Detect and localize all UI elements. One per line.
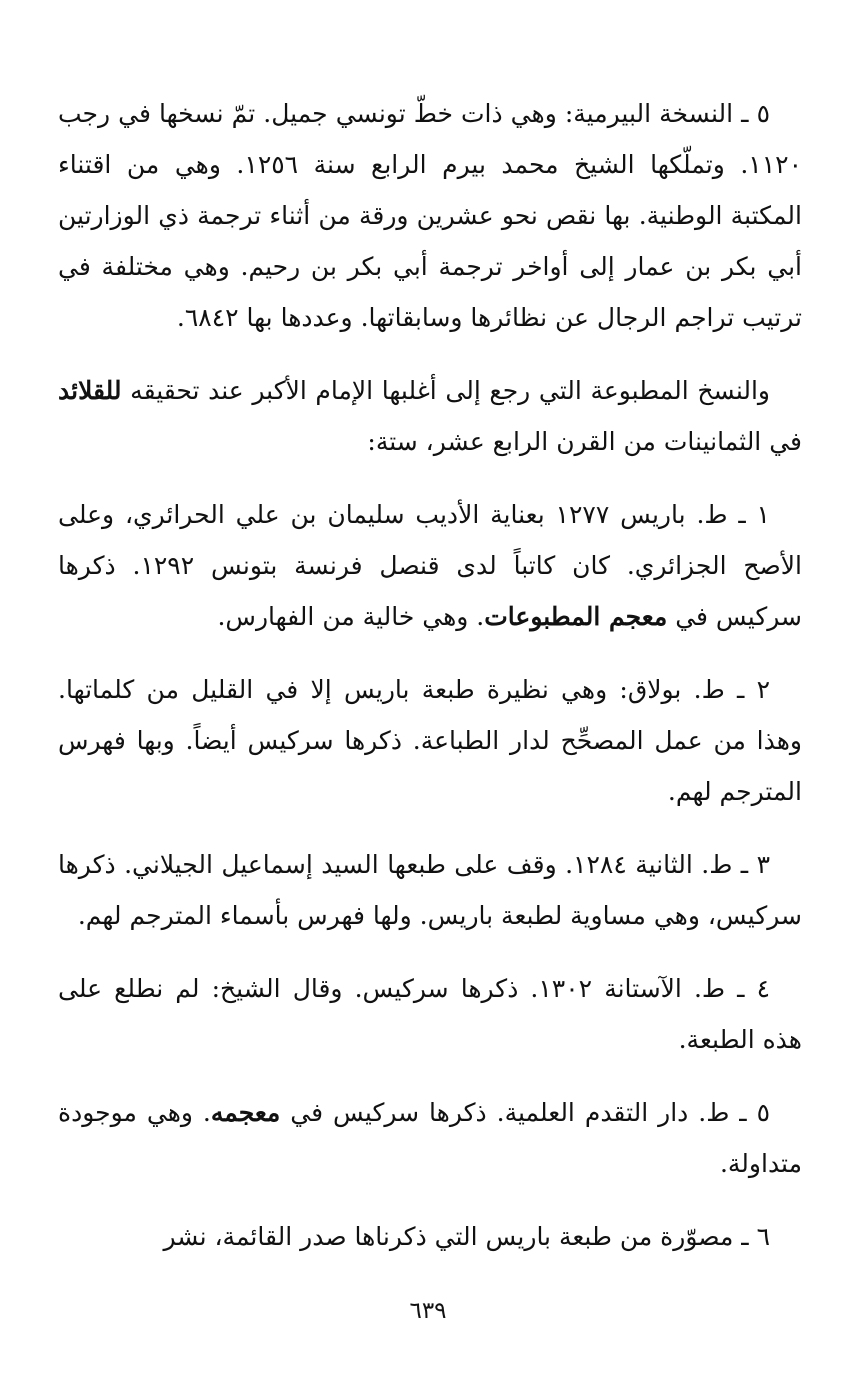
paragraph-edition-facsimile xyxy=(58,1211,802,1262)
paragraph-edition-astana xyxy=(58,963,802,1065)
paragraph-text: ٢ ـ ط. بولاق: وهي نظيرة طبعة باريس إلا في القليل من كلماتها. وهذا من عمل المصحِّح لدار الطباعة. ذكرها سركيس أيضاً. وبها فهرس المترجم لهم. xyxy=(58,675,802,806)
bold-book-title: للقلائد xyxy=(58,376,122,405)
bold-book-title: معجمه xyxy=(210,1098,281,1127)
paragraph-text: . وهي موجودة متداولة. xyxy=(58,1098,802,1178)
page-body xyxy=(58,88,802,1284)
paragraph-text: ٥ ـ النسخة البيرمية: وهي ذات خطّ تونسي جميل. تمّ نسخها في رجب ١١٢٠. وتملّكها الشيخ محمد بيرم الرابع سنة ١٢٥٦. وهي من اقتناء المكتبة الوطنية. بها نقص نحو عشرين ورقة من أثناء ترجمة ذي الوزارتين أبي بكر بن عمار إلى أواخر ترجمة أبي بكر بن رحيم. وهي مختلفة في ترتيب تراجم الرجال عن نظائرها وسابقاتها. وعددها بها ٦٨٤٢. xyxy=(58,99,802,332)
paragraph-edition-second xyxy=(58,839,802,941)
paragraph-printed-editions-intro xyxy=(58,365,802,467)
paragraph-text: ٦ ـ مصوّرة من طبعة باريس التي ذكرناها صدر القائمة، نشر xyxy=(163,1222,770,1251)
paragraph-text: ١ ـ ط. باريس ١٢٧٧ بعناية الأديب سليمان بن علي الحرائري، وعلى الأصح الجزائري. كان كاتباً لدى قنصل فرنسة بتونس ١٢٩٢. ذكرها سركيس في xyxy=(58,500,802,631)
bold-book-title: معجم المطبوعات xyxy=(484,602,668,631)
page-number: ٦٣٩ xyxy=(409,1298,447,1324)
paragraph-text: والنسخ المطبوعة التي رجع إلى أغلبها الإمام الأكبر عند تحقيقه xyxy=(121,376,770,405)
paragraph-text: . وهي خالية من الفهارس. xyxy=(217,602,485,631)
paragraph-edition-paris xyxy=(58,489,802,642)
paragraph-edition-dar-taqaddum xyxy=(58,1087,802,1189)
paragraph-bayramiya-manuscript xyxy=(58,88,802,343)
paragraph-edition-bulaq xyxy=(58,664,802,817)
paragraph-text: ٣ ـ ط. الثانية ١٢٨٤. وقف على طبعها السيد إسماعيل الجيلاني. ذكرها سركيس، وهي مساوية لطبعة باريس. ولها فهرس بأسماء المترجم لهم. xyxy=(58,850,802,930)
paragraph-text: ٥ ـ ط. دار التقدم العلمية. ذكرها سركيس في xyxy=(280,1098,770,1127)
paragraph-text: ٤ ـ ط. الآستانة ١٣٠٢. ذكرها سركيس. وقال الشيخ: لم نطلع على هذه الطبعة. xyxy=(58,974,802,1054)
paragraph-text: في الثمانينات من القرن الرابع عشر، ستة: xyxy=(367,427,802,456)
